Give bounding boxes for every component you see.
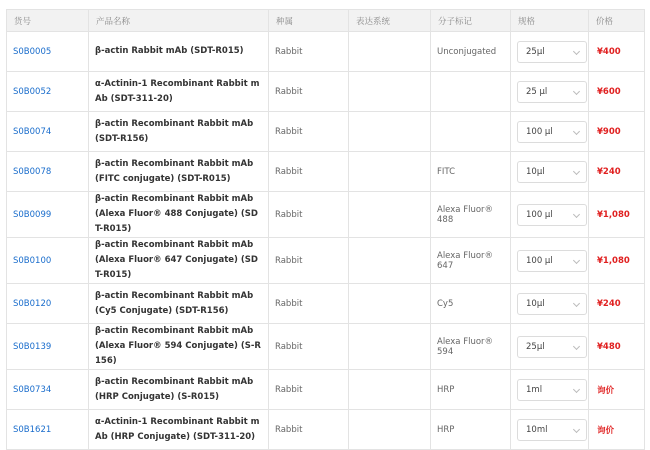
label-cell: Alexa Fluor® 594 [431,324,511,370]
product-name: β-actin Recombinant Rabbit mAb (Cy5 Conjugate) (SDT-R156) [89,284,269,324]
species-cell: Rabbit [269,32,349,72]
table-row [7,112,645,152]
spec-select[interactable] [517,419,587,441]
label-cell: Cy5 [431,284,511,324]
species-cell: Rabbit [269,370,349,410]
table-row [7,324,645,370]
product-name: β-actin Recombinant Rabbit mAb (Alexa Fluor® 488 Conjugate) (SDT-R015) [89,192,269,238]
expression-cell [349,112,431,152]
sku-link[interactable]: S0B0099 [7,192,89,238]
price-cell: ¥1,080 [589,192,645,238]
chevron-down-icon [573,127,580,134]
expression-cell [349,370,431,410]
expression-cell [349,32,431,72]
price-cell: ¥480 [589,324,645,370]
header-name: 产品名称 [89,10,269,32]
spec-select[interactable] [517,293,587,315]
price-cell: ¥900 [589,112,645,152]
spec-cell [511,370,589,410]
label-cell: Alexa Fluor® 647 [431,238,511,284]
table-row [7,72,645,112]
sku-link[interactable]: S0B1621 [7,410,89,450]
chevron-down-icon [573,167,580,174]
sku-link[interactable]: S0B0074 [7,112,89,152]
species-cell: Rabbit [269,192,349,238]
spec-select-value: 10μl [526,166,545,177]
species-cell: Rabbit [269,410,349,450]
price-cell: ¥240 [589,284,645,324]
spec-cell [511,192,589,238]
table-row [7,410,645,450]
spec-select[interactable] [517,379,587,401]
spec-select-value: 1ml [526,384,543,395]
expression-cell [349,410,431,450]
spec-select[interactable] [517,121,587,143]
spec-cell [511,112,589,152]
price-cell: 询价 [589,410,645,450]
spec-cell [511,72,589,112]
table-row [7,192,645,238]
table-row [7,32,645,72]
label-cell: HRP [431,410,511,450]
chevron-down-icon [573,87,580,94]
sku-link[interactable]: S0B0078 [7,152,89,192]
species-cell: Rabbit [269,324,349,370]
chevron-down-icon [573,210,580,217]
table-row [7,238,645,284]
product-name: β-actin Recombinant Rabbit mAb (Alexa Fluor® 594 Conjugate) (S-R156) [89,324,269,370]
spec-select-value: 25 μl [526,86,548,97]
sku-link[interactable]: S0B0139 [7,324,89,370]
spec-select[interactable] [517,81,587,103]
species-cell: Rabbit [269,112,349,152]
sku-link[interactable]: S0B0052 [7,72,89,112]
product-name: β-actin Rabbit mAb (SDT-R015) [89,32,269,72]
table-row [7,370,645,410]
price-cell: ¥240 [589,152,645,192]
header-expression: 表达系统 [349,10,431,32]
label-cell [431,72,511,112]
table-header-row [7,10,645,32]
product-table-container [6,9,644,450]
sku-link[interactable]: S0B0120 [7,284,89,324]
header-species: 种属 [269,10,349,32]
sku-link[interactable]: S0B0005 [7,32,89,72]
expression-cell [349,192,431,238]
header-label: 分子标记 [431,10,511,32]
spec-select[interactable] [517,336,587,358]
spec-cell [511,324,589,370]
sku-link[interactable]: S0B0100 [7,238,89,284]
spec-select-value: 25μl [526,46,545,57]
header-sku: 货号 [7,10,89,32]
species-cell: Rabbit [269,238,349,284]
product-table [6,9,645,450]
expression-cell [349,72,431,112]
product-name: β-actin Recombinant Rabbit mAb (SDT-R156) [89,112,269,152]
price-cell: ¥400 [589,32,645,72]
chevron-down-icon [573,299,580,306]
sku-link[interactable]: S0B0734 [7,370,89,410]
chevron-down-icon [573,342,580,349]
chevron-down-icon [573,425,580,432]
expression-cell [349,238,431,284]
expression-cell [349,324,431,370]
chevron-down-icon [573,385,580,392]
product-name: α-Actinin-1 Recombinant Rabbit mAb (SDT-311-20) [89,72,269,112]
label-cell: Unconjugated [431,32,511,72]
spec-cell [511,32,589,72]
species-cell: Rabbit [269,284,349,324]
spec-select[interactable] [517,161,587,183]
product-name: β-actin Recombinant Rabbit mAb (FITC conjugate) (SDT-R015) [89,152,269,192]
spec-select-value: 100 μl [526,255,553,266]
table-row [7,152,645,192]
expression-cell [349,284,431,324]
label-cell: FITC [431,152,511,192]
expression-cell [349,152,431,192]
price-cell: ¥600 [589,72,645,112]
chevron-down-icon [573,256,580,263]
spec-select-value: 100 μl [526,209,553,220]
spec-select[interactable] [517,250,587,272]
table-row [7,284,645,324]
spec-select-value: 10ml [526,424,548,435]
spec-cell [511,284,589,324]
chevron-down-icon [573,47,580,54]
spec-cell [511,410,589,450]
spec-select-value: 100 μl [526,126,553,137]
spec-cell [511,238,589,284]
label-cell: HRP [431,370,511,410]
label-cell [431,112,511,152]
species-cell: Rabbit [269,72,349,112]
price-cell: ¥1,080 [589,238,645,284]
spec-select[interactable] [517,41,587,63]
product-name: α-Actinin-1 Recombinant Rabbit mAb (HRP Conjugate) (SDT-311-20) [89,410,269,450]
species-cell: Rabbit [269,152,349,192]
label-cell: Alexa Fluor® 488 [431,192,511,238]
product-name: β-actin Recombinant Rabbit mAb (HRP Conjugate) (S-R015) [89,370,269,410]
header-spec: 规格 [511,10,589,32]
spec-select[interactable] [517,204,587,226]
spec-cell [511,152,589,192]
header-price: 价格 [589,10,645,32]
spec-select-value: 25μl [526,341,545,352]
product-name: β-actin Recombinant Rabbit mAb (Alexa Fluor® 647 Conjugate) (SDT-R015) [89,238,269,284]
spec-select-value: 10μl [526,298,545,309]
price-cell: 询价 [589,370,645,410]
